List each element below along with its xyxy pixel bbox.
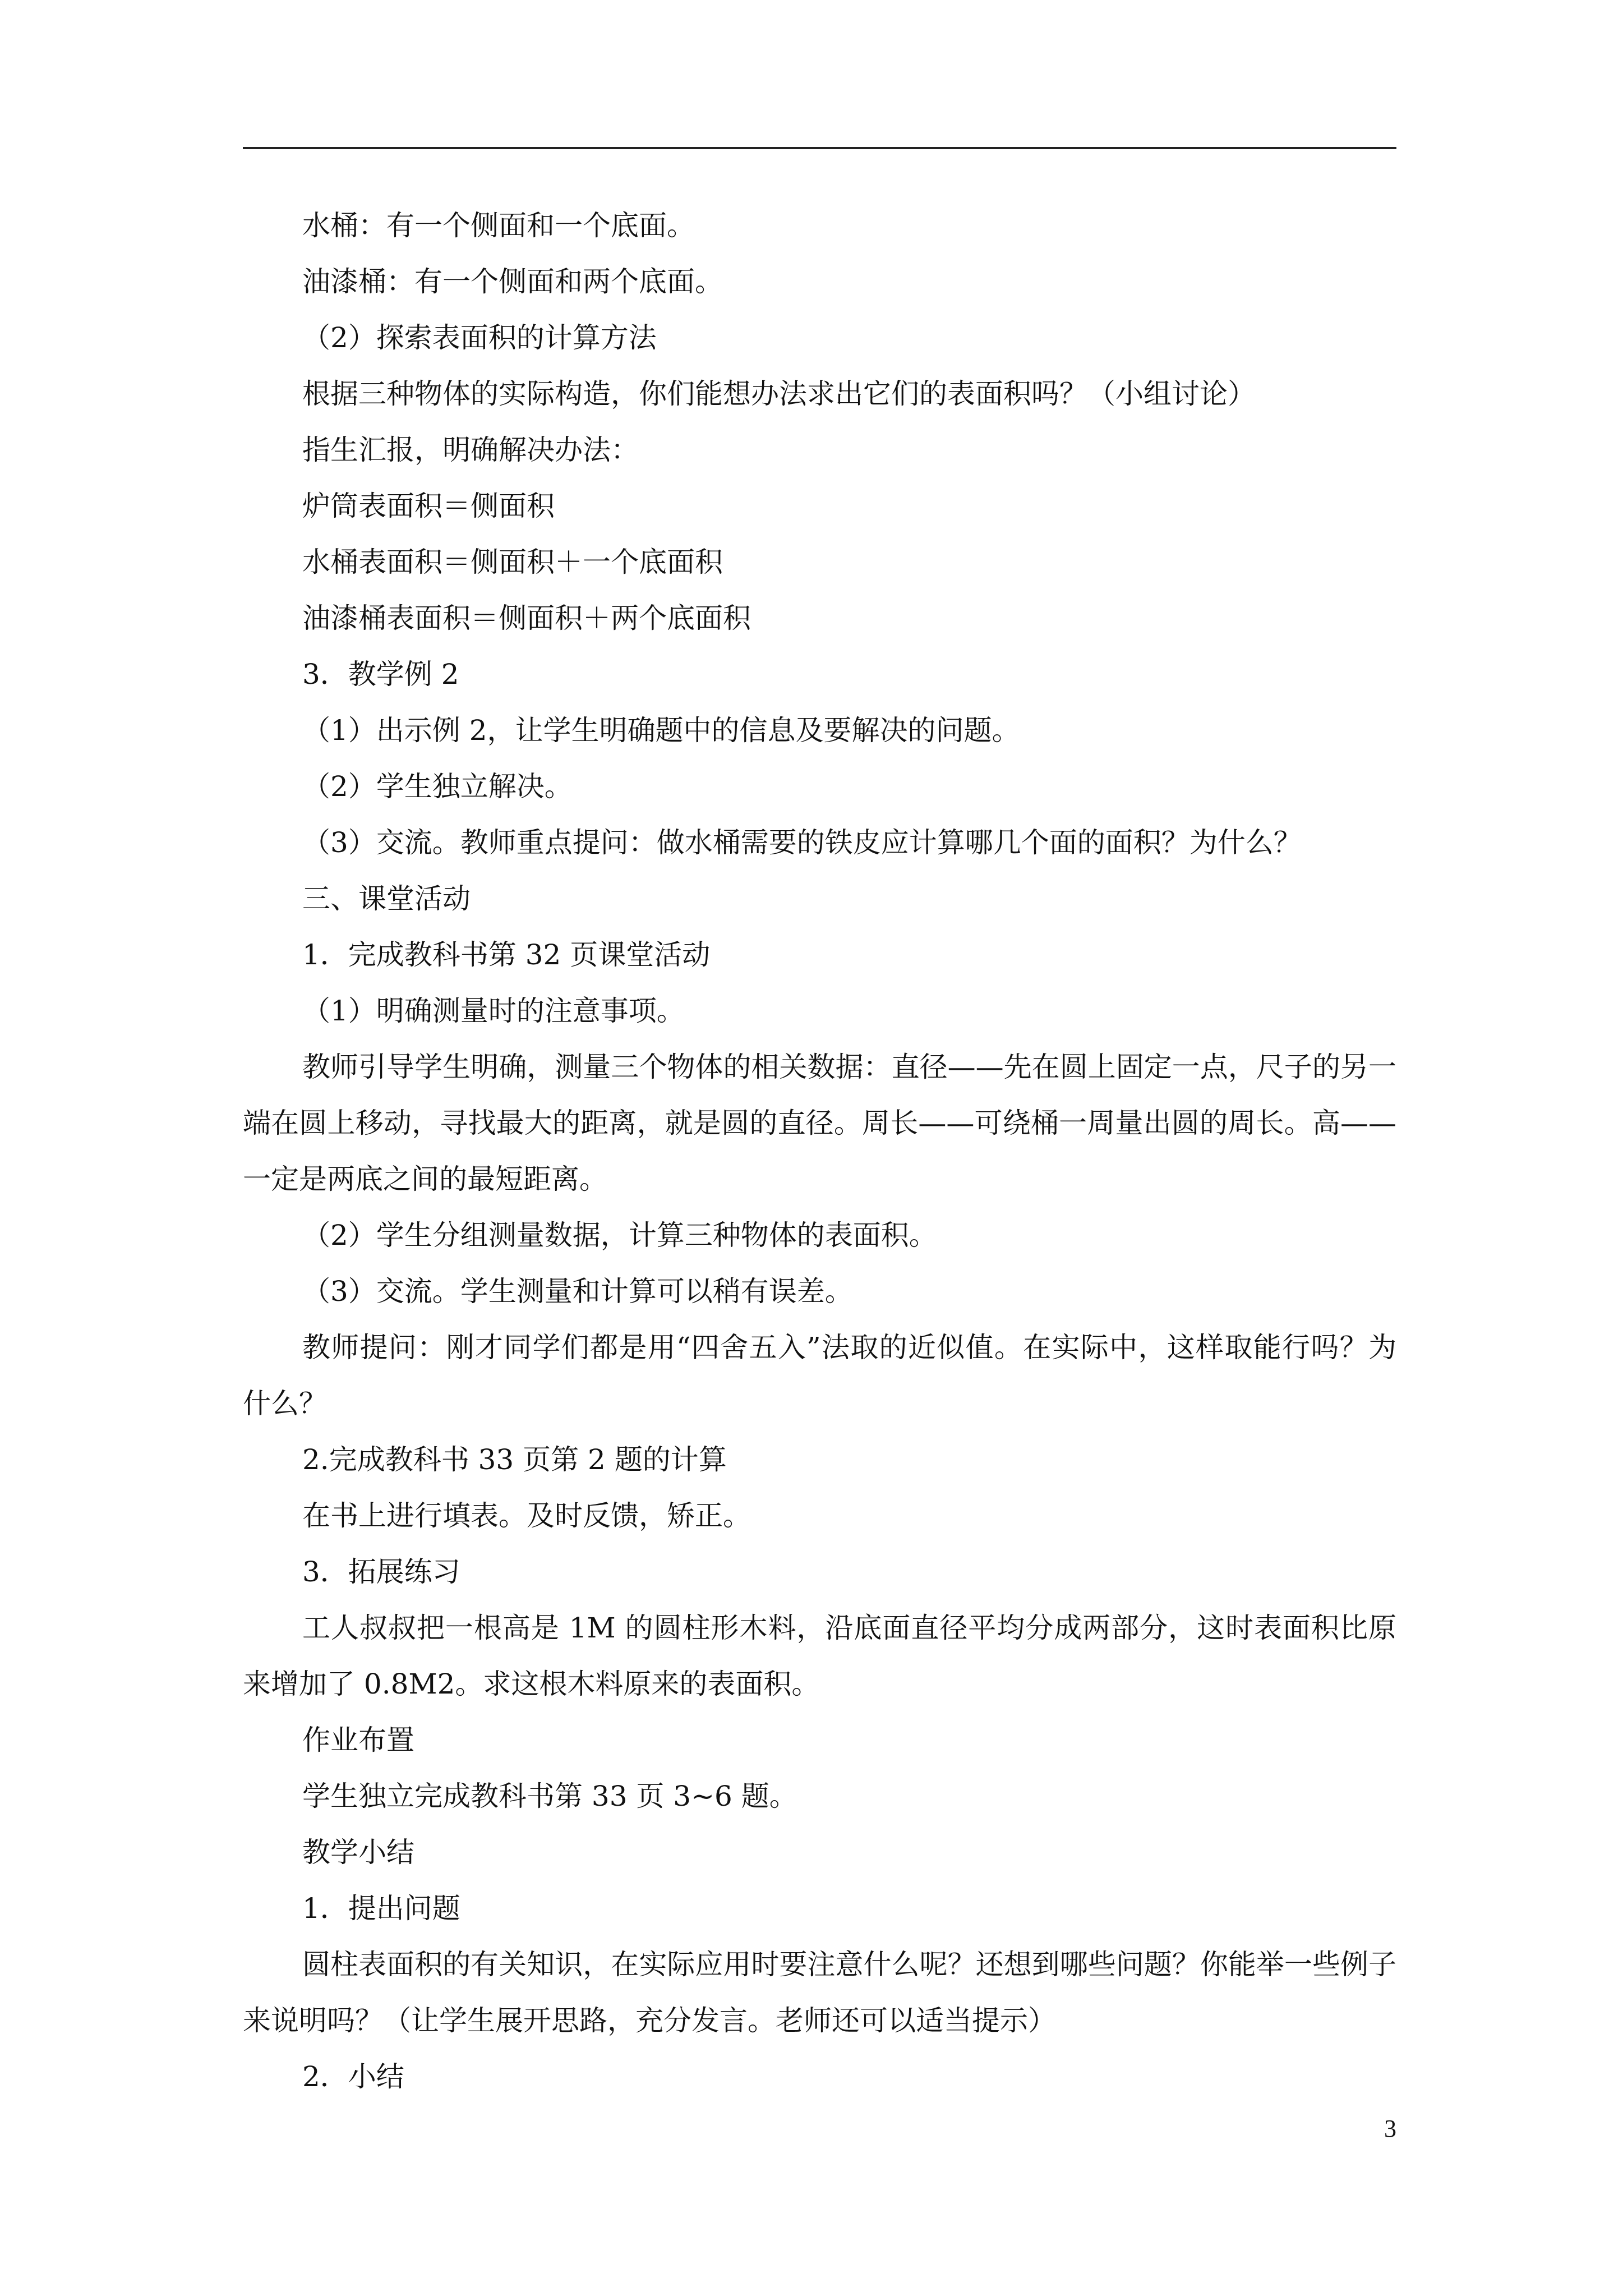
header-rule (243, 147, 1396, 149)
paragraph: 三、课堂活动 (302, 882, 471, 915)
paragraph: （3）交流。教师重点提问：做水桶需要的铁皮应计算哪几个面的面积？为什么？ (302, 826, 1302, 859)
paragraph: 圆柱表面积的有关知识，在实际应用时要注意什么呢？还想到哪些问题？你能举一些例子来说明吗？（让学生展开思路，充分发言。老师还可以适当提示） (243, 1948, 1396, 2037)
paragraph: 教师引导学生明确，测量三个物体的相关数据：直径——先在圆上固定一点，尺子的另一端在圆上移动，寻找最大的距离，就是圆的直径。周长——可绕桶一周量出圆的周长。高——一定是两底之间的最短距离。 (243, 1051, 1396, 1195)
paragraph: （1）明确测量时的注意事项。 (302, 995, 685, 1027)
paragraph: 水桶表面积＝侧面积＋一个底面积 (302, 546, 723, 578)
paragraph: 作业布置 (302, 1724, 414, 1756)
paragraph: 学生独立完成教科书第 33 页 3~6 题。 (302, 1780, 797, 1812)
paragraph: 根据三种物体的实际构造，你们能想办法求出它们的表面积吗？（小组讨论） (302, 378, 1256, 410)
paragraph: （2）探索表面积的计算方法 (302, 321, 657, 354)
paragraph: 2．小结 (302, 2060, 404, 2093)
paragraph: 炉筒表面积＝侧面积 (302, 490, 555, 522)
paragraph: 水桶：有一个侧面和一个底面。 (302, 209, 695, 242)
paragraph: 1．提出问题 (302, 1892, 460, 1925)
paragraph: 教学小结 (302, 1836, 414, 1869)
paragraph: 油漆桶表面积＝侧面积＋两个底面积 (302, 602, 751, 634)
paragraph: 教师提问：刚才同学们都是用“四舍五入”法取的近似值。在实际中，这样取能行吗？为什么？ (243, 1331, 1396, 1420)
page-number: 3 (1384, 2115, 1396, 2142)
document-body (243, 197, 1396, 2105)
paragraph: （2）学生分组测量数据，计算三种物体的表面积。 (302, 1219, 937, 1251)
paragraph: 油漆桶：有一个侧面和两个底面。 (302, 265, 723, 298)
paragraph: 3．拓展练习 (302, 1556, 460, 1588)
paragraph: 1．完成教科书第 32 页课堂活动 (302, 938, 711, 971)
paragraph: 工人叔叔把一根高是 1M 的圆柱形木料，沿底面直径平均分成两部分，这时表面积比原来增加了 0.8M2。求这根木料原来的表面积。 (243, 1612, 1396, 1700)
paragraph: 2.完成教科书 33 页第 2 题的计算 (302, 1443, 727, 1476)
paragraph: 3．教学例 2 (302, 658, 459, 691)
paragraph: （2）学生独立解决。 (302, 770, 573, 803)
paragraph: 指生汇报，明确解决办法： (302, 434, 639, 466)
paragraph: （1）出示例 2，让学生明确题中的信息及要解决的问题。 (302, 714, 1020, 747)
paragraph: 在书上进行填表。及时反馈，矫正。 (302, 1499, 751, 1532)
paragraph: （3）交流。学生测量和计算可以稍有误差。 (302, 1275, 853, 1308)
